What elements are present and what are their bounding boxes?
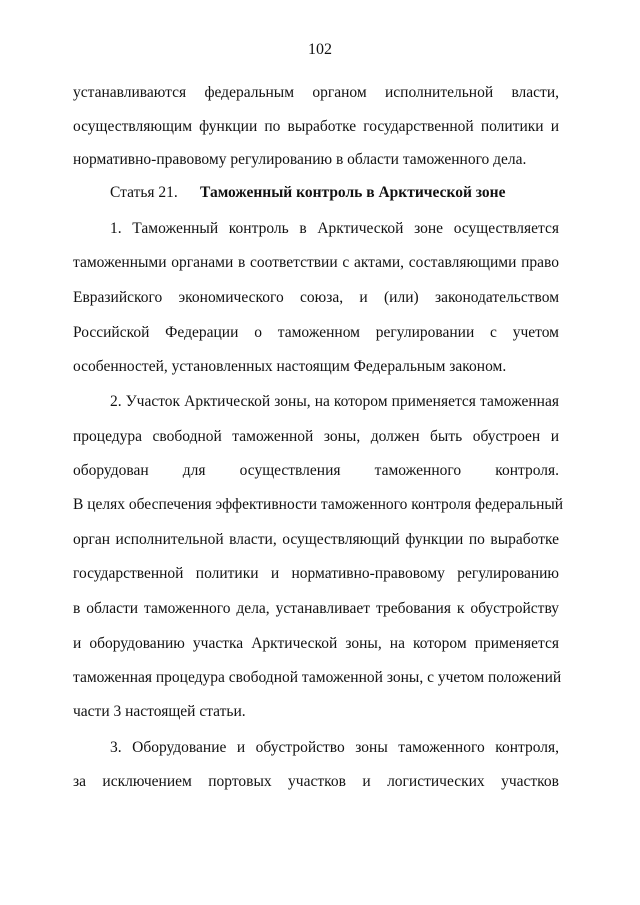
- paragraph-1-line: таможенными органами в соответствии с актами, составляющими право: [73, 254, 559, 271]
- text-line: нормативно-правовому регулированию в области таможенного дела.: [73, 151, 527, 168]
- paragraph-1-line: особенностей, установленных настоящим Федеральным законом.: [73, 358, 507, 375]
- paragraph-3-line: за исключением портовых участков и логистических участков: [73, 773, 559, 790]
- text-line: осуществляющим функции по выработке государственной политики и: [73, 118, 559, 135]
- paragraph-3-line: 3. Оборудование и обустройство зоны таможенного контроля,: [110, 739, 559, 756]
- paragraph-2-line: в области таможенного дела, устанавливает требования к обустройству: [73, 600, 559, 617]
- paragraph-2-line: части 3 настоящей статьи.: [73, 703, 246, 720]
- page-number: 102: [308, 41, 332, 58]
- paragraph-1-line: 1. Таможенный контроль в Арктической зоне осуществляется: [110, 220, 559, 237]
- paragraph-1-line: Российской Федерации о таможенном регулировании с учетом: [73, 324, 559, 341]
- paragraph-2-line: процедура свободной таможенной зоны, должен быть обустроен и: [73, 428, 559, 445]
- paragraph-2-line: государственной политики и нормативно-правовому регулированию: [73, 565, 559, 582]
- article-heading: [110, 183, 505, 203]
- paragraph-2-line: В целях обеспечения эффективности таможенного контроля федеральный: [73, 496, 564, 513]
- paragraph-2-line: оборудован для осуществления таможенного контроля.: [73, 462, 559, 479]
- paragraph-2-line: таможенная процедура свободной таможенной зоны, с учетом положений: [73, 669, 562, 686]
- article-number: Статья 21.: [110, 184, 178, 201]
- paragraph-2-line: орган исполнительной власти, осуществляющий функции по выработке: [73, 531, 559, 548]
- article-title: Таможенный контроль в Арктической зоне: [200, 184, 506, 201]
- paragraph-2-line: 2. Участок Арктической зоны, на котором применяется таможенная: [110, 393, 559, 410]
- paragraph-2-line: и оборудованию участка Арктической зоны, на котором применяется: [73, 635, 559, 652]
- paragraph-1-line: Евразийского экономического союза, и (или) законодательством: [73, 289, 559, 306]
- text-line: устанавливаются федеральным органом исполнительной власти,: [73, 84, 559, 101]
